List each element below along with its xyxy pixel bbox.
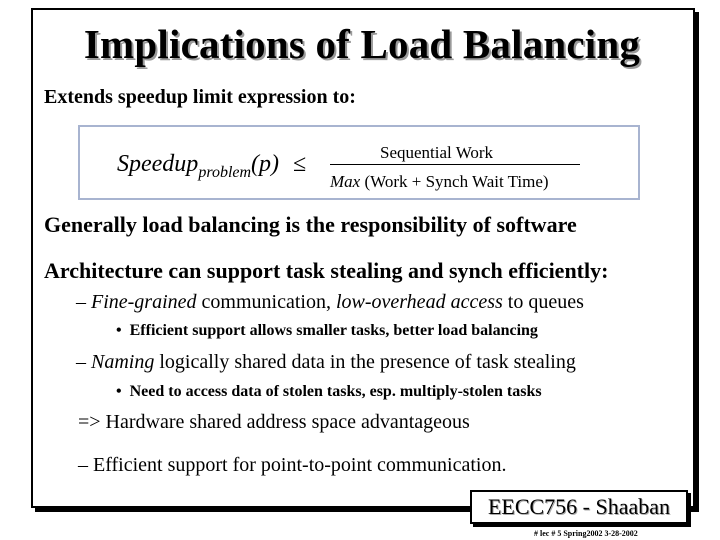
speedup-expression [117, 151, 306, 182]
sub-sub-text-stolen: Need to access data of stolen tasks, esp. multiply-stolen tasks [129, 383, 542, 400]
speedup-label: Speedup [117, 151, 199, 177]
course-footer: EECC756 - Shaaban [470, 490, 688, 524]
hardware-conclusion: => Hardware shared address space advantageous [78, 411, 470, 433]
denominator-rest: (Work + Synch Wait Time) [364, 172, 549, 191]
low-overhead-term: low-overhead access [335, 291, 503, 313]
dash-marker: – [78, 454, 88, 476]
formula-numerator: Sequential Work [380, 143, 494, 162]
fine-grained-term: Fine-grained [91, 291, 197, 313]
sub-sub-point-stolen [116, 383, 542, 401]
sub3-text: Efficient support for point-to-point communication. [93, 454, 507, 476]
sub-sub-text-efficient: Efficient support allows smaller tasks, better load balancing [129, 322, 538, 339]
sub-point-fine-grained [76, 291, 584, 314]
formula-denominator [330, 172, 549, 192]
sub-point-point-to-point [78, 454, 506, 477]
intro-text: Extends speedup limit expression to: [44, 86, 356, 108]
sub-sub-point-efficient [116, 322, 538, 340]
max-function: Max [330, 172, 361, 191]
slide-title: Implications of Load Balancing [83, 21, 641, 67]
point-load-balancing: Generally load balancing is the responsibility of software [44, 212, 577, 237]
less-equal-symbol: ≤ [293, 151, 307, 177]
speedup-subscript: problem [198, 164, 252, 181]
point-architecture: Architecture can support task stealing and synch efficiently: [44, 258, 609, 283]
dash-marker: – [76, 291, 86, 313]
sub2-text: logically shared data in the presence of task stealing [154, 351, 576, 373]
dash-marker: – [76, 351, 86, 373]
naming-term: Naming [91, 351, 155, 373]
formula-box [78, 125, 640, 200]
sub1-text-a: communication, [196, 291, 336, 313]
bullet-marker: • [116, 383, 122, 400]
sub1-text-b: to queues [502, 291, 584, 313]
bullet-marker: • [116, 322, 122, 339]
fraction-bar [330, 164, 580, 165]
sub-point-naming [76, 351, 576, 374]
speedup-argument: (p) [251, 151, 280, 177]
lecture-footnote: # lec # 5 Spring2002 3-28-2002 [534, 529, 638, 538]
